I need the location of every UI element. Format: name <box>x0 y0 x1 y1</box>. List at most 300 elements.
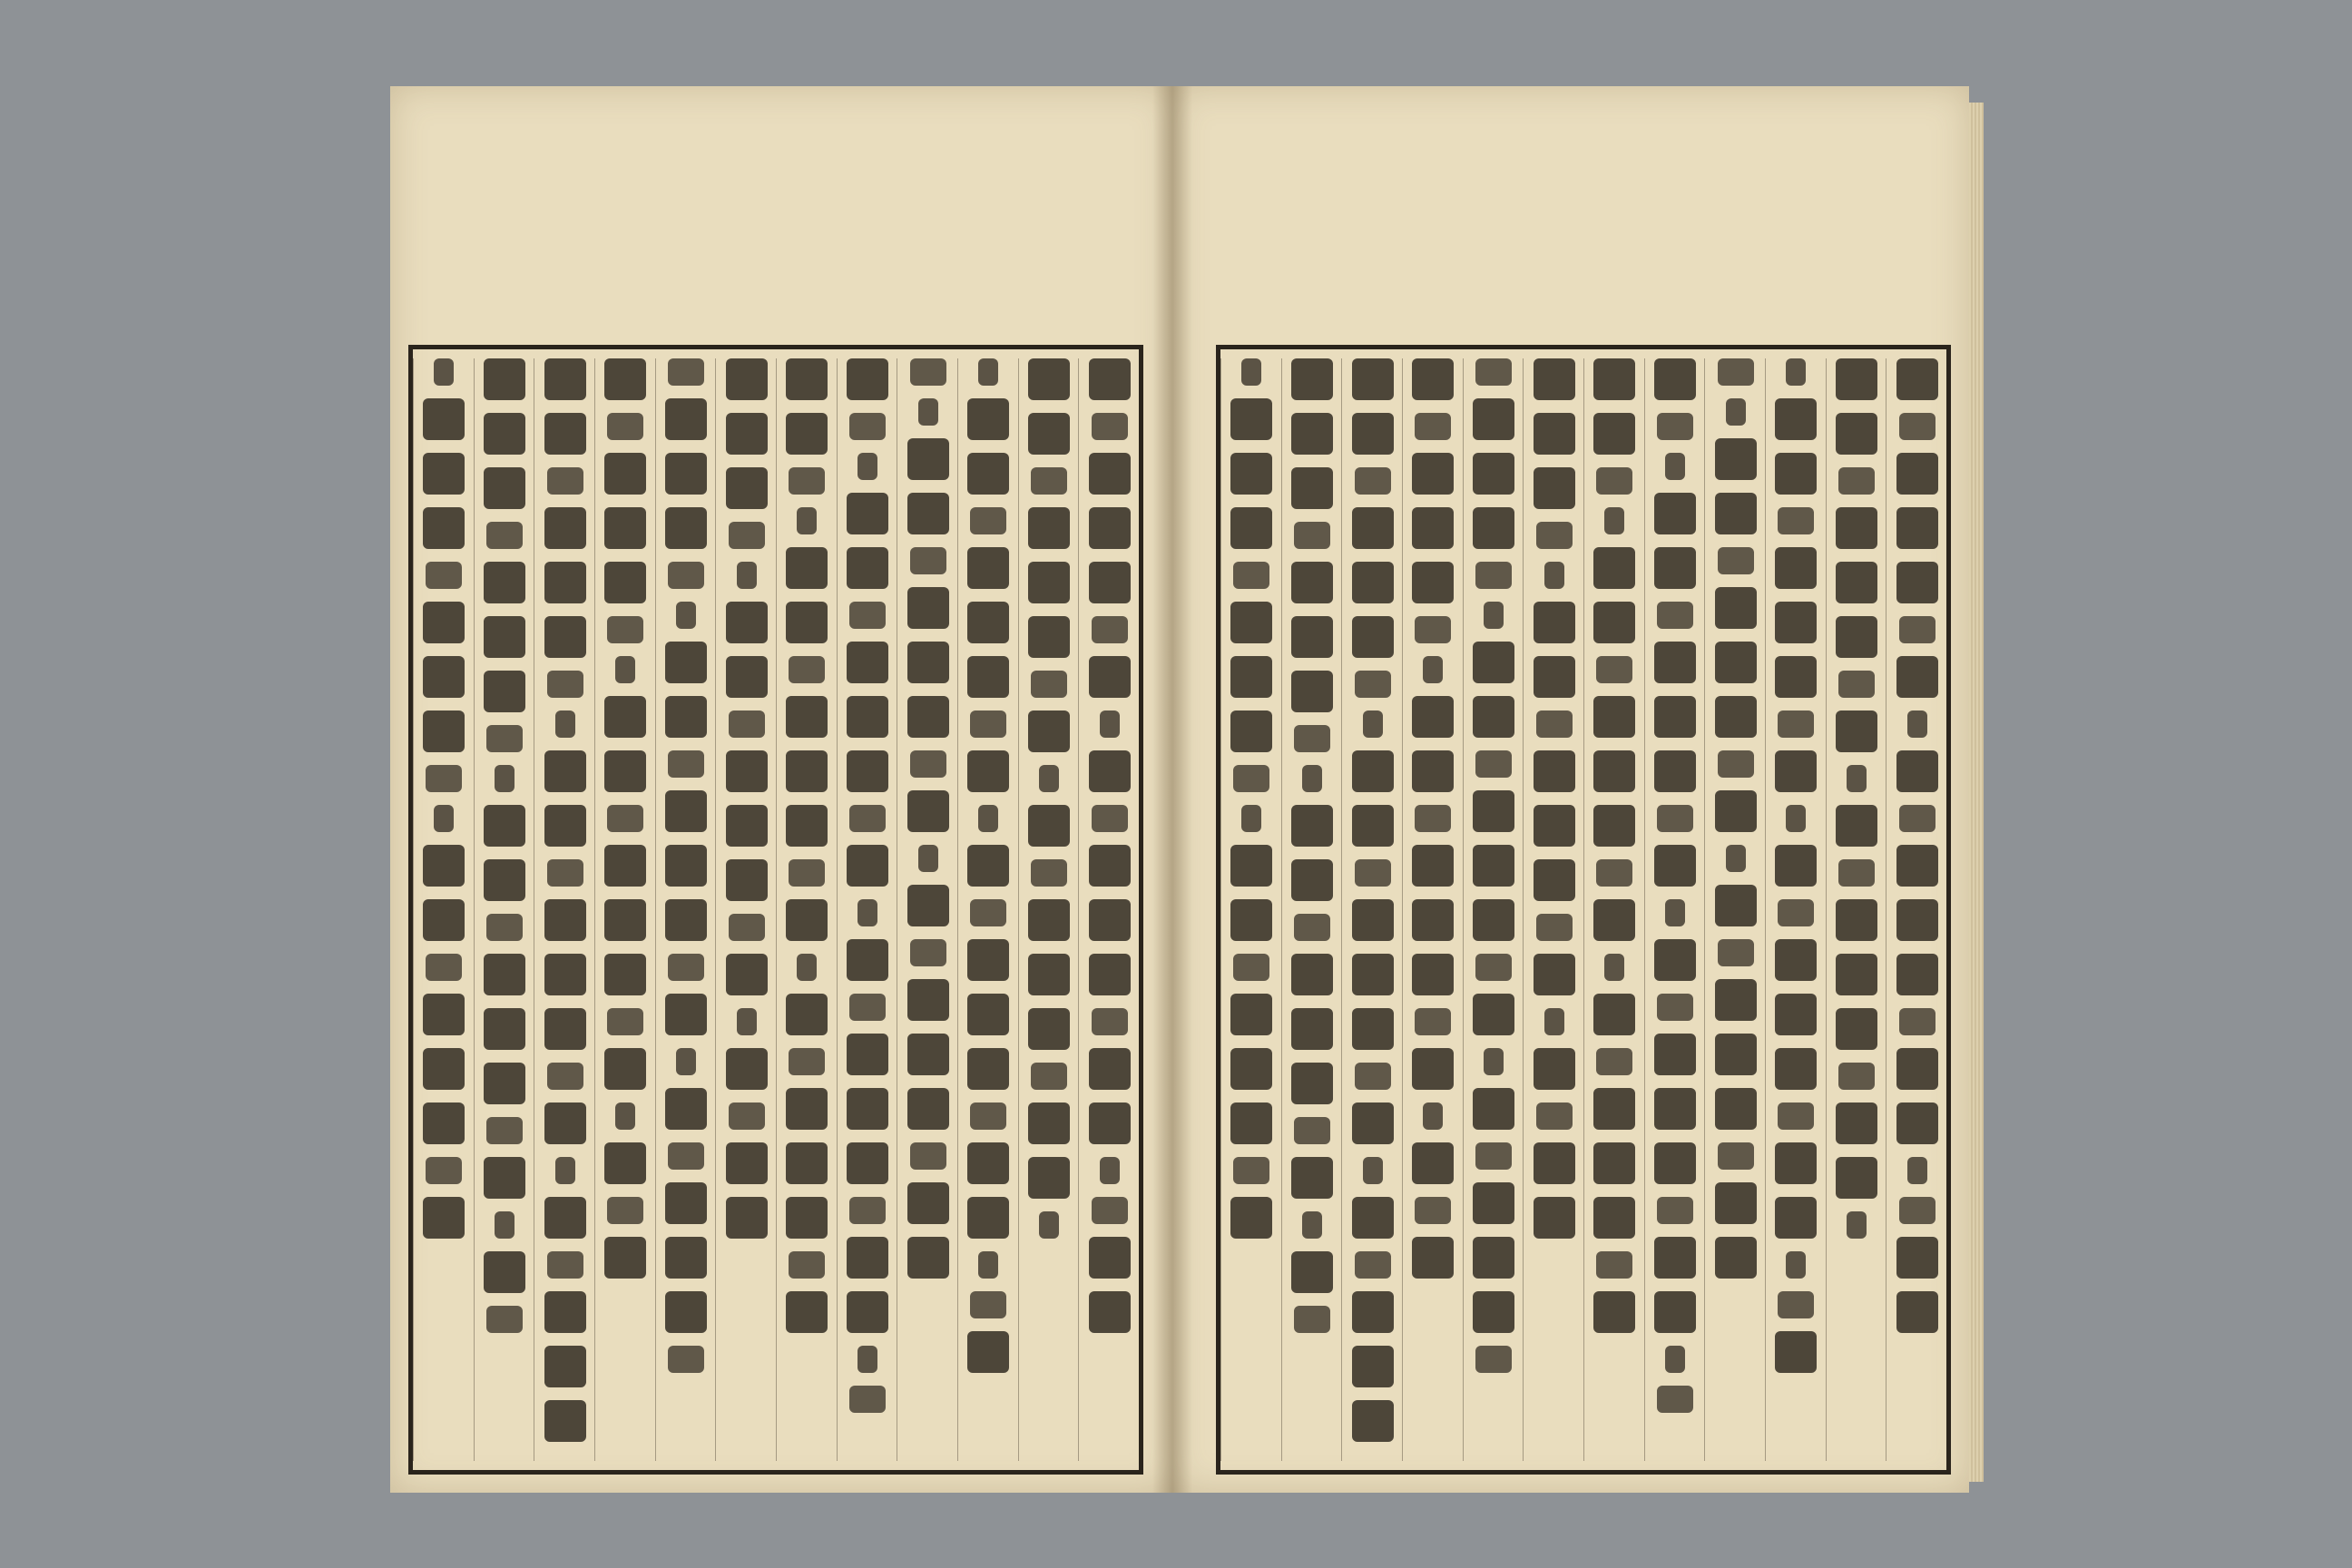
glyph-placeholder <box>555 1157 575 1184</box>
glyph-placeholder <box>786 602 828 643</box>
glyph-placeholder <box>1415 1008 1451 1035</box>
glyph-placeholder <box>1355 859 1391 887</box>
glyph-placeholder <box>607 805 643 832</box>
glyph-placeholder <box>1899 413 1936 440</box>
glyph-placeholder <box>1896 1291 1938 1333</box>
glyph-placeholder <box>1896 899 1938 941</box>
glyph-placeholder <box>1415 413 1451 440</box>
glyph-placeholder <box>665 507 707 549</box>
glyph-placeholder <box>1230 994 1272 1035</box>
glyph-placeholder <box>423 1197 465 1239</box>
glyph-placeholder <box>737 1008 757 1035</box>
glyph-placeholder <box>847 750 888 792</box>
glyph-placeholder <box>1775 1142 1817 1184</box>
glyph-placeholder <box>1352 750 1394 792</box>
glyph-placeholder <box>847 1237 888 1279</box>
glyph-placeholder <box>544 1400 586 1442</box>
glyph-placeholder <box>1352 1197 1394 1239</box>
glyph-placeholder <box>907 493 949 534</box>
glyph-placeholder <box>1473 994 1514 1035</box>
glyph-placeholder <box>544 1197 586 1239</box>
glyph-placeholder <box>1604 954 1624 981</box>
glyph-placeholder <box>1230 1048 1272 1090</box>
glyph-placeholder <box>1355 1063 1391 1090</box>
glyph-placeholder <box>1593 413 1635 455</box>
glyph-placeholder <box>1412 1142 1454 1184</box>
glyph-placeholder <box>1412 750 1454 792</box>
glyph-placeholder <box>967 845 1009 887</box>
glyph-placeholder <box>797 507 817 534</box>
glyph-placeholder <box>1838 1063 1875 1090</box>
right-text-column <box>1220 358 1282 1461</box>
glyph-placeholder <box>847 642 888 683</box>
glyph-placeholder <box>1775 939 1817 981</box>
glyph-placeholder <box>849 994 886 1021</box>
glyph-placeholder <box>544 899 586 941</box>
glyph-placeholder <box>1593 805 1635 847</box>
glyph-placeholder <box>1031 859 1067 887</box>
glyph-placeholder <box>484 616 525 658</box>
glyph-placeholder <box>849 1197 886 1224</box>
glyph-placeholder <box>665 642 707 683</box>
glyph-placeholder <box>1896 562 1938 603</box>
glyph-placeholder <box>970 1102 1006 1130</box>
glyph-placeholder <box>967 1048 1009 1090</box>
glyph-placeholder <box>1778 1102 1814 1130</box>
glyph-placeholder <box>1657 1197 1693 1224</box>
glyph-placeholder <box>604 358 646 400</box>
glyph-placeholder <box>847 493 888 534</box>
glyph-placeholder <box>1896 1237 1938 1279</box>
glyph-placeholder <box>1352 1400 1394 1442</box>
glyph-placeholder <box>918 398 938 426</box>
glyph-placeholder <box>484 467 525 509</box>
glyph-placeholder <box>1847 765 1867 792</box>
glyph-placeholder <box>1899 1008 1936 1035</box>
glyph-placeholder <box>604 899 646 941</box>
book-gutter <box>1152 86 1192 1493</box>
glyph-placeholder <box>1718 750 1754 778</box>
glyph-placeholder <box>1412 507 1454 549</box>
glyph-placeholder <box>1352 1008 1394 1050</box>
glyph-placeholder <box>967 1197 1009 1239</box>
glyph-placeholder <box>1596 859 1632 887</box>
glyph-placeholder <box>1363 1157 1383 1184</box>
glyph-placeholder <box>544 358 586 400</box>
glyph-placeholder <box>1654 1142 1696 1184</box>
glyph-placeholder <box>1291 1251 1333 1293</box>
glyph-placeholder <box>1836 562 1877 603</box>
glyph-placeholder <box>486 914 523 941</box>
glyph-placeholder <box>907 885 949 926</box>
glyph-placeholder <box>1089 1102 1131 1144</box>
glyph-placeholder <box>1423 1102 1443 1130</box>
glyph-placeholder <box>1836 1102 1877 1144</box>
glyph-placeholder <box>604 1237 646 1279</box>
glyph-placeholder <box>910 1142 946 1170</box>
glyph-placeholder <box>423 602 465 643</box>
glyph-placeholder <box>1593 547 1635 589</box>
glyph-placeholder <box>849 1386 886 1413</box>
glyph-placeholder <box>1836 413 1877 455</box>
glyph-placeholder <box>1593 1291 1635 1333</box>
glyph-placeholder <box>797 954 817 981</box>
glyph-placeholder <box>1241 805 1261 832</box>
glyph-placeholder <box>1593 1197 1635 1239</box>
left-text-column <box>1018 358 1080 1461</box>
glyph-placeholder <box>665 790 707 832</box>
glyph-placeholder <box>1039 765 1059 792</box>
glyph-placeholder <box>1412 899 1454 941</box>
glyph-placeholder <box>604 1048 646 1090</box>
glyph-placeholder <box>1665 899 1685 926</box>
glyph-placeholder <box>910 750 946 778</box>
glyph-placeholder <box>1838 467 1875 495</box>
right-text-column <box>1402 358 1464 1461</box>
glyph-placeholder <box>665 1237 707 1279</box>
glyph-placeholder <box>1484 602 1504 629</box>
glyph-placeholder <box>1778 1291 1814 1318</box>
glyph-placeholder <box>1536 1102 1573 1130</box>
glyph-placeholder <box>1412 696 1454 738</box>
glyph-placeholder <box>615 656 635 683</box>
glyph-placeholder <box>1352 1346 1394 1387</box>
glyph-placeholder <box>970 710 1006 738</box>
glyph-placeholder <box>426 1157 462 1184</box>
glyph-placeholder <box>1355 467 1391 495</box>
glyph-placeholder <box>1473 1291 1514 1333</box>
glyph-placeholder <box>1473 1182 1514 1224</box>
glyph-placeholder <box>484 1063 525 1104</box>
glyph-placeholder <box>1092 805 1128 832</box>
glyph-placeholder <box>726 602 768 643</box>
glyph-placeholder <box>1654 1291 1696 1333</box>
glyph-placeholder <box>967 547 1009 589</box>
glyph-placeholder <box>789 467 825 495</box>
glyph-placeholder <box>1715 885 1757 926</box>
glyph-placeholder <box>1352 507 1394 549</box>
glyph-placeholder <box>1230 453 1272 495</box>
right-text-column <box>1644 358 1706 1461</box>
glyph-placeholder <box>1230 507 1272 549</box>
glyph-placeholder <box>970 1291 1006 1318</box>
glyph-placeholder <box>604 453 646 495</box>
glyph-placeholder <box>1230 398 1272 440</box>
glyph-placeholder <box>423 1048 465 1090</box>
glyph-placeholder <box>668 1346 704 1373</box>
glyph-placeholder <box>1536 914 1573 941</box>
glyph-placeholder <box>1423 656 1443 683</box>
glyph-placeholder <box>786 1291 828 1333</box>
glyph-placeholder <box>1363 710 1383 738</box>
glyph-placeholder <box>1899 1197 1936 1224</box>
glyph-placeholder <box>1896 845 1938 887</box>
glyph-placeholder <box>1473 642 1514 683</box>
glyph-placeholder <box>1654 845 1696 887</box>
glyph-placeholder <box>1352 805 1394 847</box>
glyph-placeholder <box>668 1142 704 1170</box>
glyph-placeholder <box>484 1157 525 1199</box>
glyph-placeholder <box>547 1251 583 1279</box>
glyph-placeholder <box>1028 413 1070 455</box>
glyph-placeholder <box>484 671 525 712</box>
glyph-placeholder <box>547 1063 583 1090</box>
glyph-placeholder <box>786 994 828 1035</box>
open-book <box>390 86 1969 1493</box>
glyph-placeholder <box>907 1182 949 1224</box>
glyph-placeholder <box>1092 1197 1128 1224</box>
glyph-placeholder <box>1786 805 1806 832</box>
glyph-placeholder <box>1715 696 1757 738</box>
left-text-column <box>1078 358 1140 1461</box>
glyph-placeholder <box>1847 1211 1867 1239</box>
glyph-placeholder <box>1775 1197 1817 1239</box>
glyph-placeholder <box>676 602 696 629</box>
glyph-placeholder <box>1715 1034 1757 1075</box>
glyph-placeholder <box>907 642 949 683</box>
glyph-placeholder <box>544 562 586 603</box>
glyph-placeholder <box>858 453 877 480</box>
glyph-placeholder <box>1838 671 1875 698</box>
glyph-placeholder <box>1778 507 1814 534</box>
glyph-placeholder <box>1534 467 1575 509</box>
glyph-placeholder <box>665 1291 707 1333</box>
glyph-placeholder <box>910 547 946 574</box>
glyph-placeholder <box>1593 899 1635 941</box>
glyph-placeholder <box>1233 765 1269 792</box>
glyph-placeholder <box>1028 507 1070 549</box>
glyph-placeholder <box>907 979 949 1021</box>
glyph-placeholder <box>1089 656 1131 698</box>
glyph-placeholder <box>1233 562 1269 589</box>
glyph-placeholder <box>1718 1142 1754 1170</box>
right-text-frame <box>1216 345 1951 1475</box>
glyph-placeholder <box>786 805 828 847</box>
glyph-placeholder <box>1718 939 1754 966</box>
glyph-placeholder <box>1089 899 1131 941</box>
glyph-placeholder <box>607 1197 643 1224</box>
left-text-column <box>474 358 535 1461</box>
glyph-placeholder <box>1089 562 1131 603</box>
right-text-column <box>1826 358 1887 1461</box>
glyph-placeholder <box>1415 805 1451 832</box>
glyph-placeholder <box>1412 954 1454 995</box>
glyph-placeholder <box>1031 671 1067 698</box>
glyph-placeholder <box>1028 805 1070 847</box>
glyph-placeholder <box>1475 954 1512 981</box>
glyph-placeholder <box>1028 1157 1070 1199</box>
glyph-placeholder <box>1089 750 1131 792</box>
glyph-placeholder <box>1657 602 1693 629</box>
glyph-placeholder <box>1775 398 1817 440</box>
glyph-placeholder <box>1233 1157 1269 1184</box>
glyph-placeholder <box>484 859 525 901</box>
glyph-placeholder <box>1089 845 1131 887</box>
glyph-placeholder <box>967 656 1009 698</box>
glyph-placeholder <box>786 696 828 738</box>
glyph-placeholder <box>1726 398 1746 426</box>
glyph-placeholder <box>1534 413 1575 455</box>
glyph-placeholder <box>1412 562 1454 603</box>
glyph-placeholder <box>1775 1048 1817 1090</box>
left-text-frame <box>408 345 1143 1475</box>
glyph-placeholder <box>423 845 465 887</box>
glyph-placeholder <box>1100 710 1120 738</box>
glyph-placeholder <box>1775 750 1817 792</box>
glyph-placeholder <box>970 507 1006 534</box>
glyph-placeholder <box>607 1008 643 1035</box>
glyph-placeholder <box>1536 522 1573 549</box>
glyph-placeholder <box>1092 413 1128 440</box>
glyph-placeholder <box>665 994 707 1035</box>
glyph-placeholder <box>1907 710 1927 738</box>
glyph-placeholder <box>484 358 525 400</box>
glyph-placeholder <box>1899 805 1936 832</box>
glyph-placeholder <box>1654 1034 1696 1075</box>
glyph-placeholder <box>1230 710 1272 752</box>
glyph-placeholder <box>726 413 768 455</box>
glyph-placeholder <box>544 750 586 792</box>
glyph-placeholder <box>1302 1211 1322 1239</box>
glyph-placeholder <box>1836 899 1877 941</box>
glyph-placeholder <box>1031 467 1067 495</box>
glyph-placeholder <box>1534 1048 1575 1090</box>
right-text-column <box>1886 358 1947 1461</box>
glyph-placeholder <box>1291 358 1333 400</box>
right-text-column <box>1523 358 1584 1461</box>
glyph-placeholder <box>1475 750 1512 778</box>
glyph-placeholder <box>547 467 583 495</box>
glyph-placeholder <box>1657 805 1693 832</box>
glyph-placeholder <box>789 656 825 683</box>
glyph-placeholder <box>847 1034 888 1075</box>
glyph-placeholder <box>604 954 646 995</box>
glyph-placeholder <box>665 398 707 440</box>
glyph-placeholder <box>1718 547 1754 574</box>
glyph-placeholder <box>1230 602 1272 643</box>
right-text-column <box>1341 358 1403 1461</box>
glyph-placeholder <box>544 1102 586 1144</box>
glyph-placeholder <box>847 939 888 981</box>
glyph-placeholder <box>544 507 586 549</box>
glyph-placeholder <box>726 1197 768 1239</box>
glyph-placeholder <box>1665 453 1685 480</box>
glyph-placeholder <box>1838 859 1875 887</box>
left-text-column <box>837 358 898 1461</box>
glyph-placeholder <box>786 547 828 589</box>
glyph-placeholder <box>544 1008 586 1050</box>
glyph-placeholder <box>1896 1048 1938 1090</box>
glyph-placeholder <box>1412 845 1454 887</box>
glyph-placeholder <box>1715 979 1757 1021</box>
glyph-placeholder <box>847 547 888 589</box>
glyph-placeholder <box>1475 1142 1512 1170</box>
glyph-placeholder <box>1654 493 1696 534</box>
glyph-placeholder <box>1473 1088 1514 1130</box>
glyph-placeholder <box>1715 1237 1757 1279</box>
glyph-placeholder <box>1412 358 1454 400</box>
glyph-placeholder <box>1534 805 1575 847</box>
glyph-placeholder <box>1475 562 1512 589</box>
glyph-placeholder <box>665 1182 707 1224</box>
glyph-placeholder <box>1534 954 1575 995</box>
glyph-placeholder <box>1473 453 1514 495</box>
glyph-placeholder <box>978 805 998 832</box>
glyph-placeholder <box>1291 616 1333 658</box>
glyph-placeholder <box>726 467 768 509</box>
glyph-placeholder <box>789 859 825 887</box>
glyph-placeholder <box>1089 507 1131 549</box>
glyph-placeholder <box>1775 602 1817 643</box>
glyph-placeholder <box>426 954 462 981</box>
glyph-placeholder <box>1294 522 1330 549</box>
glyph-placeholder <box>1778 899 1814 926</box>
glyph-placeholder <box>1028 710 1070 752</box>
glyph-placeholder <box>604 507 646 549</box>
glyph-placeholder <box>665 696 707 738</box>
right-text-column <box>1765 358 1827 1461</box>
glyph-placeholder <box>1896 656 1938 698</box>
glyph-placeholder <box>484 1008 525 1050</box>
glyph-placeholder <box>967 453 1009 495</box>
glyph-placeholder <box>547 671 583 698</box>
glyph-placeholder <box>729 522 765 549</box>
glyph-placeholder <box>847 1291 888 1333</box>
glyph-placeholder <box>978 1251 998 1279</box>
glyph-placeholder <box>786 1197 828 1239</box>
glyph-placeholder <box>668 954 704 981</box>
glyph-placeholder <box>1718 358 1754 386</box>
glyph-placeholder <box>1352 1102 1394 1144</box>
glyph-placeholder <box>1896 358 1938 400</box>
glyph-placeholder <box>1907 1157 1927 1184</box>
glyph-placeholder <box>1896 507 1938 549</box>
glyph-placeholder <box>434 358 454 386</box>
glyph-placeholder <box>1715 587 1757 629</box>
glyph-placeholder <box>847 358 888 400</box>
glyph-placeholder <box>434 805 454 832</box>
glyph-placeholder <box>858 899 877 926</box>
glyph-placeholder <box>1473 790 1514 832</box>
glyph-placeholder <box>910 939 946 966</box>
glyph-placeholder <box>1028 954 1070 995</box>
glyph-placeholder <box>486 522 523 549</box>
glyph-placeholder <box>1291 805 1333 847</box>
glyph-placeholder <box>1665 1346 1685 1373</box>
glyph-placeholder <box>544 616 586 658</box>
glyph-placeholder <box>907 438 949 480</box>
glyph-placeholder <box>544 954 586 995</box>
glyph-placeholder <box>604 696 646 738</box>
glyph-placeholder <box>1654 1088 1696 1130</box>
glyph-placeholder <box>1089 1291 1131 1333</box>
glyph-placeholder <box>486 1306 523 1333</box>
glyph-placeholder <box>1302 765 1322 792</box>
glyph-placeholder <box>786 1142 828 1184</box>
glyph-placeholder <box>1352 954 1394 995</box>
glyph-placeholder <box>676 1048 696 1075</box>
glyph-placeholder <box>1473 899 1514 941</box>
glyph-placeholder <box>726 1048 768 1090</box>
left-text-column <box>655 358 717 1461</box>
glyph-placeholder <box>1544 1008 1564 1035</box>
glyph-placeholder <box>1715 642 1757 683</box>
glyph-placeholder <box>1775 994 1817 1035</box>
glyph-placeholder <box>1593 1088 1635 1130</box>
glyph-placeholder <box>1241 358 1261 386</box>
glyph-placeholder <box>423 1102 465 1144</box>
glyph-placeholder <box>423 398 465 440</box>
